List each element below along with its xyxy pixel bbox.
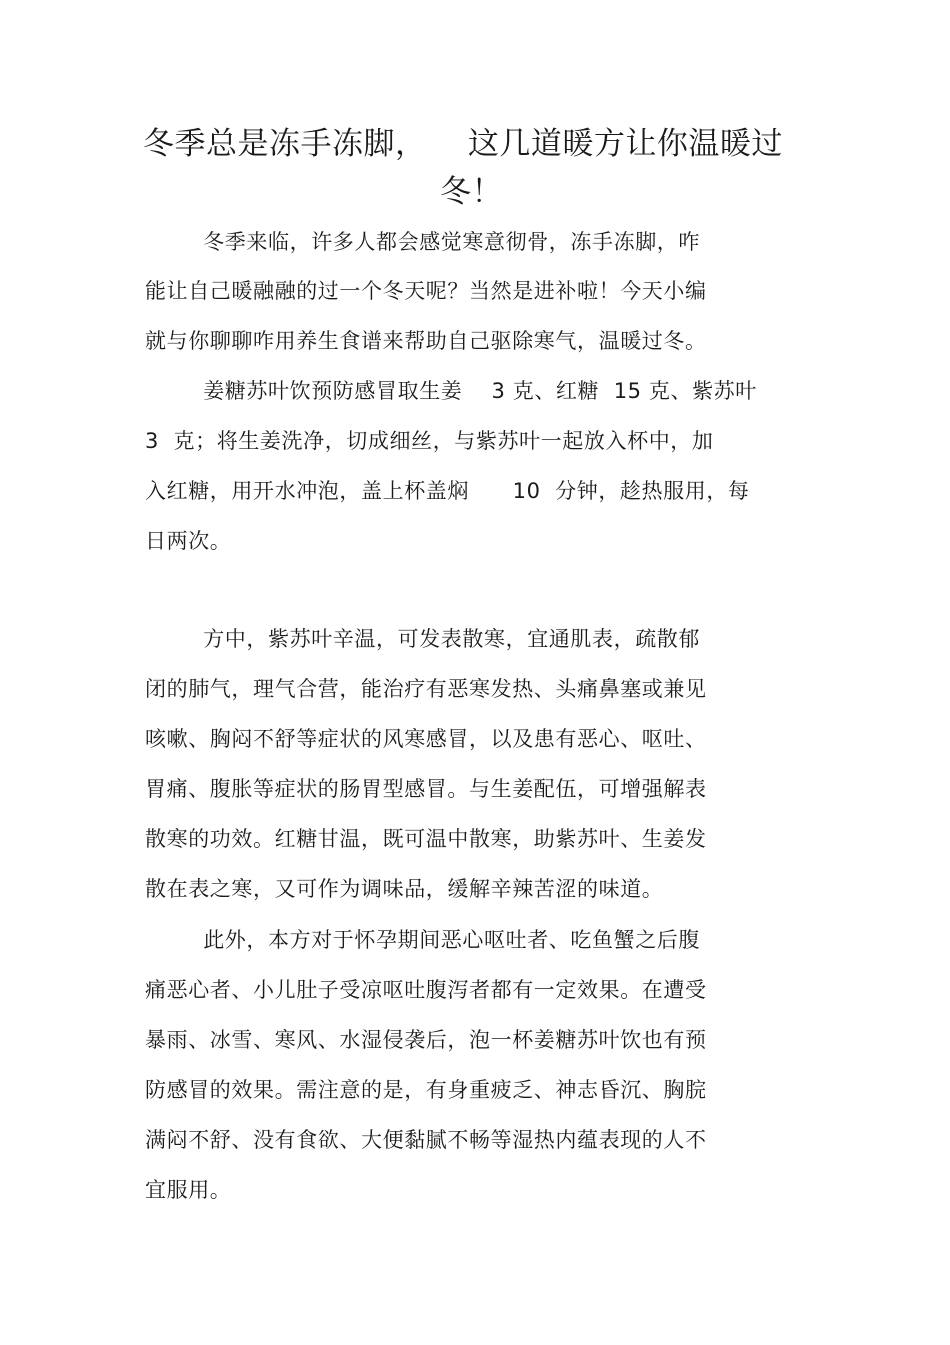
paragraph-2-line-4: 日两次。 — [145, 529, 232, 553]
paragraph-3-line-2: 闭的肺气，理气合营，能治疗有恶寒发热、头痛鼻塞或兼见 — [145, 677, 707, 701]
paragraph-3-line-6: 散在表之寒，又可作为调味品，缓解辛辣苦涩的味道。 — [145, 877, 664, 901]
paragraph-4-line-3: 暴雨、冰雪、寒风、水湿侵袭后，泡一杯姜糖苏叶饮也有预 — [145, 1028, 707, 1052]
paragraph-2-line-3: 入红糖，用开水冲泡，盖上杯盖焖 10 分钟，趁热服用，每 — [145, 479, 750, 503]
paragraph-3-line-4: 胃痛、腹胀等症状的肠胃型感冒。与生姜配伍，可增强解表 — [145, 777, 707, 801]
paragraph-1-line-2: 能让自己暖融融的过一个冬天呢？当然是进补啦！今天小编 — [145, 279, 707, 303]
paragraph-4-line-5: 满闷不舒、没有食欲、大便黏腻不畅等湿热内蕴表现的人不 — [145, 1128, 707, 1152]
paragraph-1-line-1: 冬季来临，许多人都会感觉寒意彻骨，冻手冻脚，咋 — [145, 230, 700, 254]
paragraph-2-line-2: 3 克；将生姜洗净，切成细丝，与紫苏叶一起放入杯中，加 — [145, 429, 714, 453]
paragraph-3-line-5: 散寒的功效。红糖甘温，既可温中散寒，助紫苏叶、生姜发 — [145, 827, 707, 851]
paragraph-4-line-1: 此外，本方对于怀孕期间恶心呕吐者、吃鱼蟹之后腹 — [145, 928, 700, 952]
paragraph-3-line-3: 咳嗽、胸闷不舒等症状的风寒感冒，以及患有恶心、呕吐、 — [145, 727, 707, 751]
paragraph-3-line-1: 方中，紫苏叶辛温，可发表散寒，宜通肌表，疏散郁 — [145, 627, 700, 651]
paragraph-4-line-6: 宜服用。 — [145, 1178, 232, 1202]
paragraph-1-line-3: 就与你聊聊咋用养生食谱来帮助自己驱除寒气，温暖过冬。 — [145, 329, 707, 353]
title-line-2: 冬！ — [440, 174, 503, 210]
paragraph-4-line-4: 防感冒的效果。需注意的是，有身重疲乏、神志昏沉、胸脘 — [145, 1078, 707, 1102]
paragraph-2-line-1: 姜糖苏叶饮预防感冒取生姜 3 克、红糖 15 克、紫苏叶 — [145, 379, 757, 403]
paragraph-4-line-2: 痛恶心者、小儿肚子受凉呕吐腹泻者都有一定效果。在遭受 — [145, 978, 707, 1002]
title-line-1: 冬季总是冻手冻脚， 这几道暖方让你温暖过 — [143, 126, 783, 162]
